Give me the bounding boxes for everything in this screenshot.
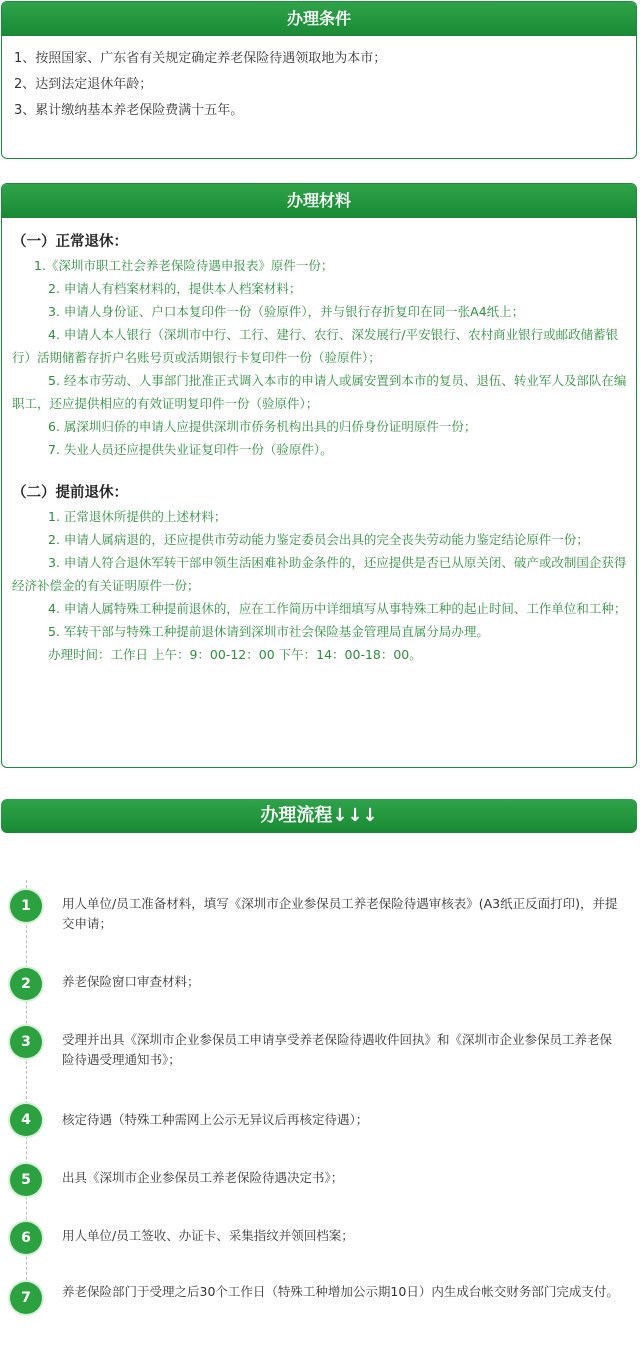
material-item: 2. 申请人有档案材料的，提供本人档案材料； bbox=[48, 281, 302, 296]
normal-retire-list bbox=[12, 254, 628, 461]
flow-title: 办理流程↓↓↓ bbox=[1, 799, 637, 833]
office-hours: 办理时间：工作日 上午：9：00-12：00 下午：14：00-18：00。 bbox=[48, 647, 422, 662]
step-text: 用人单位/员工签收、办证卡、采集指纹并领回档案； bbox=[62, 1228, 354, 1243]
step-number-badge: 5 bbox=[10, 1164, 42, 1196]
material-item: 7. 失业人员还应提供失业证复印件一份（验原件）。 bbox=[48, 442, 333, 457]
step-text: 用人单位/员工准备材料，填写《深圳市企业参保员工养老保险待遇审核表》(A3纸正反面打印)，并提交申请； bbox=[62, 896, 618, 931]
material-item: 1. 正常退休所提供的上述材料； bbox=[48, 509, 227, 524]
step-text: 养老保险窗口审查材料； bbox=[62, 974, 200, 989]
condition-item: 3、累计缴纳基本养老保险费满十五年。 bbox=[14, 103, 244, 118]
material-item: 5. 经本市劳动、人事部门批准正式调入本市的申请人或属安置到本市的复员、退伍、转业军人及部队在编职工，还应提供相应的有效证明复印件一份（验原件）； bbox=[12, 373, 627, 411]
material-item: 1.《深圳市职工社会养老保险待遇申报表》原件一份； bbox=[34, 258, 334, 273]
step-number-badge: 4 bbox=[10, 1104, 42, 1136]
material-item: 5. 军转干部与特殊工种提前退休请到深圳市社会保险基金管理局直属分局办理。 bbox=[48, 624, 489, 639]
step-text: 出具《深圳市企业参保员工养老保险待遇决定书》； bbox=[62, 1170, 344, 1185]
step-number-badge: 6 bbox=[10, 1222, 42, 1254]
step-text: 养老保险部门于受理之后30个工作日（特殊工种增加公示期10日）内生成台帐交财务部门完成支付。 bbox=[62, 1284, 619, 1299]
material-item: 6. 属深圳归侨的申请人应提供深圳市侨务机构出具的归侨身份证明原件一份； bbox=[48, 419, 477, 434]
step-number-badge: 3 bbox=[10, 1026, 42, 1058]
step-text: 核定待遇（特殊工种需网上公示无异议后再核定待遇）； bbox=[62, 1112, 369, 1127]
conditions-panel bbox=[1, 1, 637, 159]
step-number-badge: 7 bbox=[10, 1282, 42, 1314]
normal-retire-heading: （一）正常退休： bbox=[12, 234, 128, 250]
material-item: 2. 申请人属病退的，还应提供市劳动能力鉴定委员会出具的完全丧失劳动能力鉴定结论原件一份； bbox=[48, 532, 589, 547]
step-text: 受理并出具《深圳市企业参保员工申请享受养老保险待遇收件回执》和《深圳市企业参保员工养老保险待遇受理通知书》； bbox=[62, 1032, 613, 1067]
material-item: 4. 申请人属特殊工种提前退休的，应在工作简历中详细填写从事特殊工种的起止时间、工作单位和工种； bbox=[48, 601, 627, 616]
step-number-badge: 1 bbox=[10, 890, 42, 922]
early-retire-heading: （二）提前退休： bbox=[12, 485, 128, 501]
material-item: 4. 申请人本人银行（深圳市中行、工行、建行、农行、深发展行/平安银行、农村商业银行或邮政储蓄银行）活期储蓄存折户名账号页或活期银行卡复印件一份（验原件）； bbox=[12, 327, 619, 365]
early-retire-list bbox=[12, 505, 628, 666]
conditions-list bbox=[2, 36, 636, 124]
condition-item: 1、按照国家、广东省有关规定确定养老保险待遇领取地为本市； bbox=[14, 51, 387, 66]
conditions-title: 办理条件 bbox=[2, 2, 636, 36]
material-item: 3. 申请人身份证、户口本复印件一份（验原件），并与银行存折复印在同一张A4纸上； bbox=[48, 304, 525, 319]
materials-title: 办理材料 bbox=[2, 184, 636, 218]
material-item: 3. 申请人符合退休军转干部申领生活困难补助金条件的，还应提供是否已从原关闭、破产或改制国企获得经济补偿金的有关证明原件一份； bbox=[12, 555, 627, 593]
materials-body bbox=[2, 230, 636, 666]
materials-panel bbox=[1, 183, 637, 768]
step-number-badge: 2 bbox=[10, 968, 42, 1000]
condition-item: 2、达到法定退休年龄； bbox=[14, 77, 153, 92]
